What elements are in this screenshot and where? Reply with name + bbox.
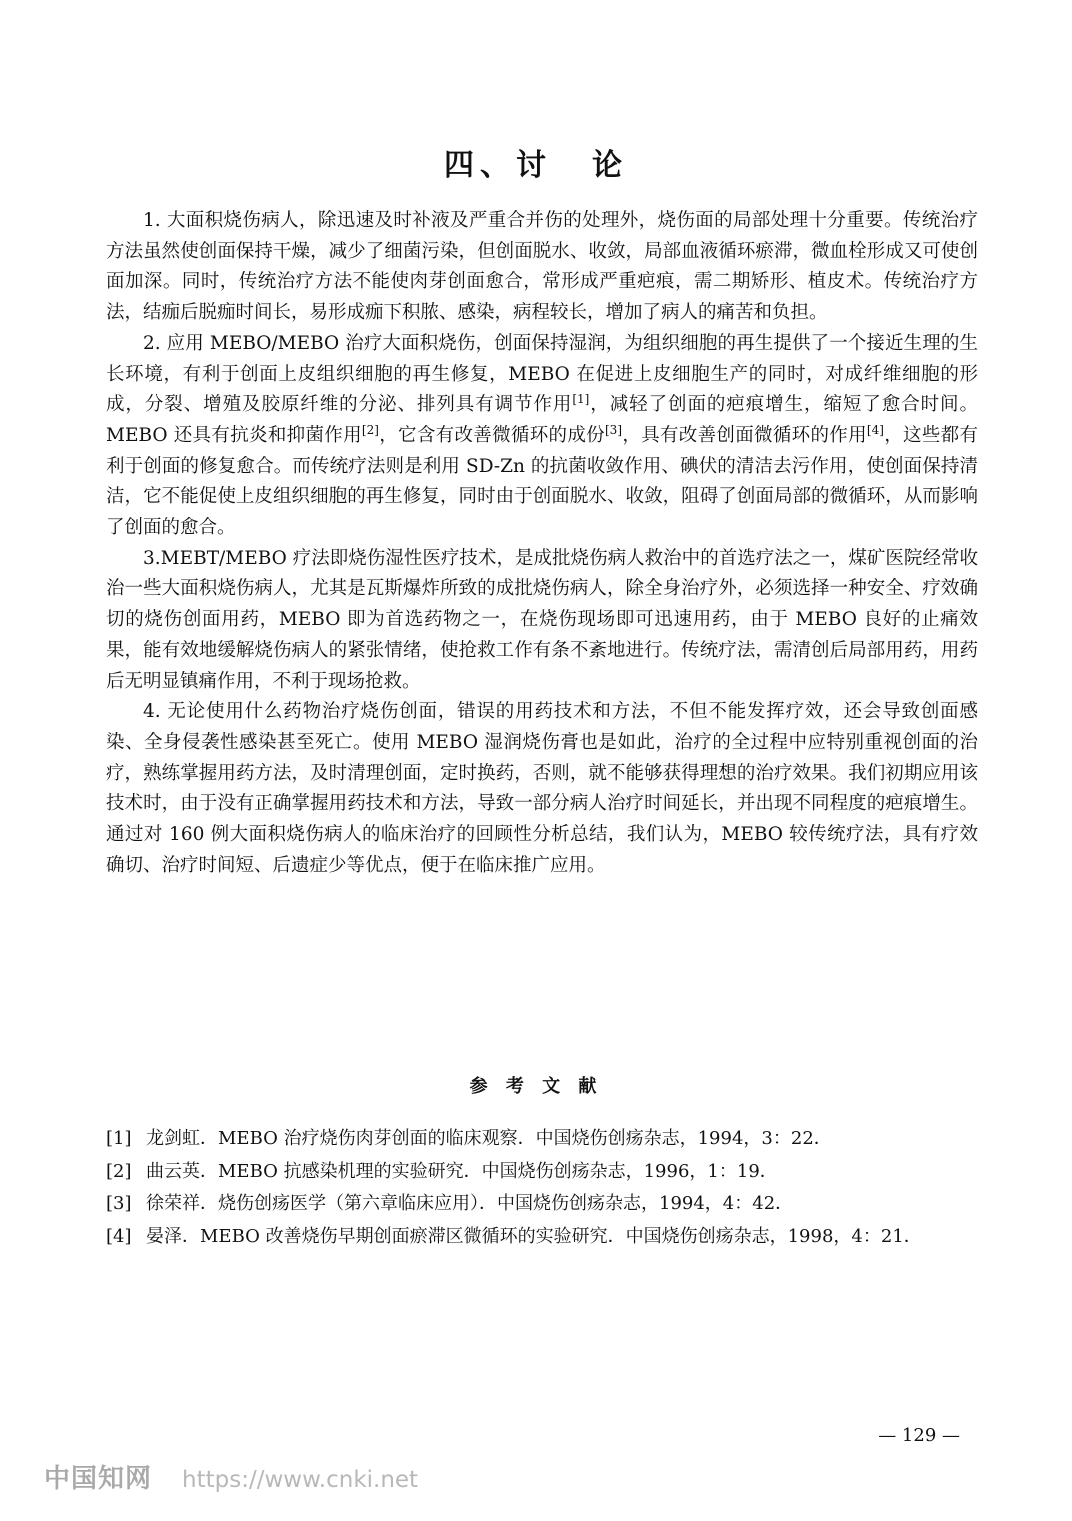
reference-item [106,1188,978,1221]
page-number: — 129 — [878,1425,960,1446]
reference-item [106,1123,978,1156]
paragraph-2 [106,329,978,544]
references-title: 参 考 文 献 [469,1076,603,1097]
paragraph-3: 3.MEBT/MEBO 疗法即烧伤湿性医疗技术，是成批烧伤病人救治中的首选疗法之一，煤矿医院经常收治一些大面积烧伤病人，尤其是瓦斯爆炸所致的成批烧伤病人，除全身治疗外，必须选择一种安全、疗效确切的烧伤创面用药，MEBO 即为首选药物之一，在烧伤现场即可迅速用药，由于 MEBO 良好的止痛效果，能有效地缓解烧伤病人的紧张情绪，使抢救工作有条不紊地进行。传统疗法，需清创后局部用药，用药后无明显镇痛作用，不利于现场抢救。 [106,547,978,692]
citation-3: [3] [605,422,622,437]
paragraph-2-text: ，减轻了创面的疤痕增生，缩短了愈合时间。MEBO 还具有抗炎和抑菌作用 [106,394,978,446]
citation-4: [4] [866,422,884,437]
references-list [106,1123,978,1253]
cnki-url[interactable]: https://www.cnki.net [182,1467,419,1493]
reference-number: [4] [106,1225,132,1247]
reference-number: [1] [106,1128,132,1149]
reference-text: 龙剑虹．MEBO 治疗烧伤肉芽创面的临床观察．中国烧伤创疡杂志，1994，3：22． [146,1128,832,1149]
paragraph-4: 4. 无论使用什么药物治疗烧伤创面，错误的用药技术和方法，不但不能发挥疗效，还会导致创面感染、全身侵袭性感染甚至死亡。使用 MEBO 湿润烧伤膏也是如此，治疗的全过程中应特别重视创面的治疗，熟练掌握用药方法，及时清理创面，定时换药，否则，就不能够获得理想的治疗效果。我们初期应用该技术时，由于没有正确掌握用药技术和方法，导致一部分病人治疗时间延长，并出现不同程度的疤痕增生。通过对 160 例大面积烧伤病人的临床治疗的回顾性分析总结，我们认为，MEBO 较传统疗法，具有疗效确切、治疗时间短、后遗症少等优点，便于在临床推广应用。 [106,701,978,876]
paragraph-2-text: ，具有改善创面微循环的作用 [622,424,867,446]
section-title-part2: 论 [592,148,628,183]
paragraph-2-text: ，它含有改善微循环的成份 [378,424,605,446]
section-title [0,140,1072,184]
reference-number: [2] [106,1160,132,1182]
reference-text: 徐荣祥．烧伤创疡医学（第六章临床应用）．中国烧伤创疡杂志，1994，4：42． [146,1193,794,1214]
reference-text: 曲云英．MEBO 抗感染机理的实验研究．中国烧伤创疡杂志，1996，1：19． [146,1160,778,1182]
discussion-body [106,206,978,881]
reference-item [106,1156,978,1189]
section-title-part1: 四、讨 [444,148,552,183]
citation-1: [1] [572,392,590,407]
citation-2: [2] [361,422,379,437]
cnki-logo: 中国知网 [44,1464,153,1494]
footer-watermark [44,1458,418,1495]
reference-item [106,1221,978,1254]
reference-text: 晏泽．MEBO 改善烧伤早期创面瘀滞区微循环的实验研究．中国烧伤创疡杂志，1998，4：21． [146,1225,922,1247]
paragraph-2-text: ，这些都有利于创面的修复愈合。而传统疗法则是利用 SD-Zn 的抗菌收敛作用、碘伏的清洁去污作用，使创面保持清洁，它不能促使上皮组织细胞的再生修复，同时由于创面脱水、收敛，阻碍了创面局部的微循环，从而影响了创面的愈合。 [106,424,978,539]
paragraph-1: 1. 大面积烧伤病人，除迅速及时补液及严重合并伤的处理外，烧伤面的局部处理十分重要。传统治疗方法虽然使创面保持干燥，减少了细菌污染，但创面脱水、收敛，局部血液循环瘀滞，微血栓形成又可使创面加深。同时，传统治疗方法不能使肉芽创面愈合，常形成严重疤痕，需二期矫形、植皮术。传统治疗方法，结痂后脱痂时间长，易形成痂下积脓、感染，病程较长，增加了病人的痛苦和负担。 [106,210,978,324]
reference-number: [3] [106,1193,132,1214]
paragraph-2-text: 2. 应用 MEBO/MEBO 治疗大面积烧伤，创面保持湿润，为组织细胞的再生提供了一个接近生理的生长环境，有利于创面上皮组织细胞的再生修复，MEBO 在促进上皮细胞生产的同时，对成纤维细胞的形成，分裂、增殖及胶原纤维的分泌、排列具有调节作用 [106,332,978,416]
